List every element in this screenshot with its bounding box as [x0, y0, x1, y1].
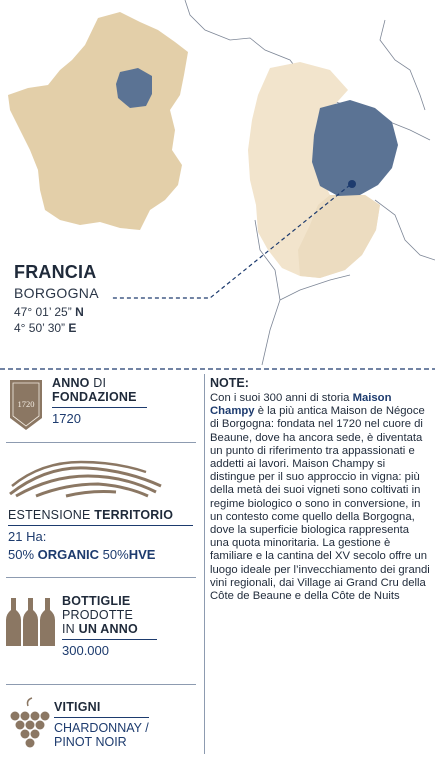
column-divider: [204, 374, 205, 754]
underline: [52, 407, 147, 408]
organic-label: ORGANIC: [37, 547, 100, 562]
divider: [6, 442, 196, 443]
notes-text: [210, 392, 430, 603]
bottles-section: [6, 592, 201, 674]
grapes-text: [54, 700, 149, 749]
bottles-text: [62, 594, 157, 658]
founding-label-bold: ANNO: [52, 376, 90, 390]
divider: [6, 577, 196, 578]
seal-year: 1720: [17, 399, 35, 409]
notes-body: è la più antica Maison de Négoce di Borgogna: fondata nel 1720 nel cuore di Beaune, dove ha ancora sede, è diventata un punto di riferimento tra appassionati e addetti ai lavori. Maison Champy si distingue per il suo approccio in vigna: più della metà dei suoi vigneti sono coltivati in regime biologico o sono in conversione, in un contesto come quello della Borgogna, dove la superficie biologica rappresenta una quota minoritaria. La gestione è familiare e la cantina del XV secolo offre un luogo ideale per l’invecchiamento dei grandi vini regionali, dai Village ai Grand Cru della Côte de Beaune e della Côte de Nuits: [210, 405, 430, 603]
seal-icon: [8, 378, 44, 432]
grapes-value-2: PINOT NOIR: [54, 735, 127, 749]
organic-pct: 50%: [8, 547, 35, 562]
territory-ha: 21 Ha:: [8, 529, 47, 544]
vineyard-icon: [6, 456, 166, 498]
founding-value: 1720: [52, 411, 81, 426]
underline: [8, 525, 193, 526]
notes-brand: Maison Champy: [210, 392, 392, 418]
territory-text: [8, 508, 193, 562]
bottles-line2: PRODOTTE: [62, 608, 134, 622]
longitude: [14, 321, 99, 335]
latitude-value: 47° 01’ 25”: [14, 305, 72, 319]
divider: [6, 684, 196, 685]
grapes-section: [6, 696, 201, 760]
founding-label: [52, 376, 147, 390]
territory-label: [8, 508, 193, 522]
border-line: [280, 275, 350, 300]
longitude-dir: E: [68, 321, 77, 335]
territory-section: [6, 456, 201, 571]
territory-label-light: ESTENSIONE: [8, 508, 91, 522]
founding-section: [6, 376, 201, 436]
hve-pct: 50%: [102, 547, 129, 562]
underline: [62, 639, 157, 640]
france-map: [8, 12, 188, 230]
bottles-line3-bold: UN ANNO: [78, 622, 138, 636]
bottles-icon: [6, 596, 56, 648]
bottles-line3-light: IN: [62, 622, 75, 636]
notes-intro: Con i suoi 300 anni di storia: [210, 392, 350, 404]
founding-label-line2: FONDAZIONE: [52, 390, 137, 404]
border-line: [380, 20, 425, 110]
latitude: [14, 305, 99, 319]
longitude-value: 4° 50’ 30”: [14, 321, 66, 335]
country-name: FRANCIA: [14, 262, 97, 282]
latitude-dir: N: [75, 305, 84, 319]
grape-icon: [8, 696, 50, 748]
region-name: BORGOGNA: [14, 285, 99, 301]
location-dot: [348, 180, 356, 188]
bottles-line3: [62, 622, 157, 636]
territory-label-bold: TERRITORIO: [94, 508, 174, 522]
bottles-line1: BOTTIGLIE: [62, 594, 131, 608]
founding-text: [52, 376, 147, 426]
location-block: [14, 262, 99, 335]
founding-label-light: DI: [93, 376, 107, 390]
underline: [54, 717, 149, 718]
section-divider: [0, 368, 435, 370]
notes-title: NOTE:: [210, 376, 249, 390]
border-line: [375, 200, 435, 260]
grapes-value-1: CHARDONNAY /: [54, 721, 149, 735]
grapes-label: VITIGNI: [54, 700, 101, 714]
territory-split: [8, 547, 193, 562]
hve-label: HVE: [128, 547, 156, 562]
bottles-value: 300.000: [62, 643, 109, 658]
